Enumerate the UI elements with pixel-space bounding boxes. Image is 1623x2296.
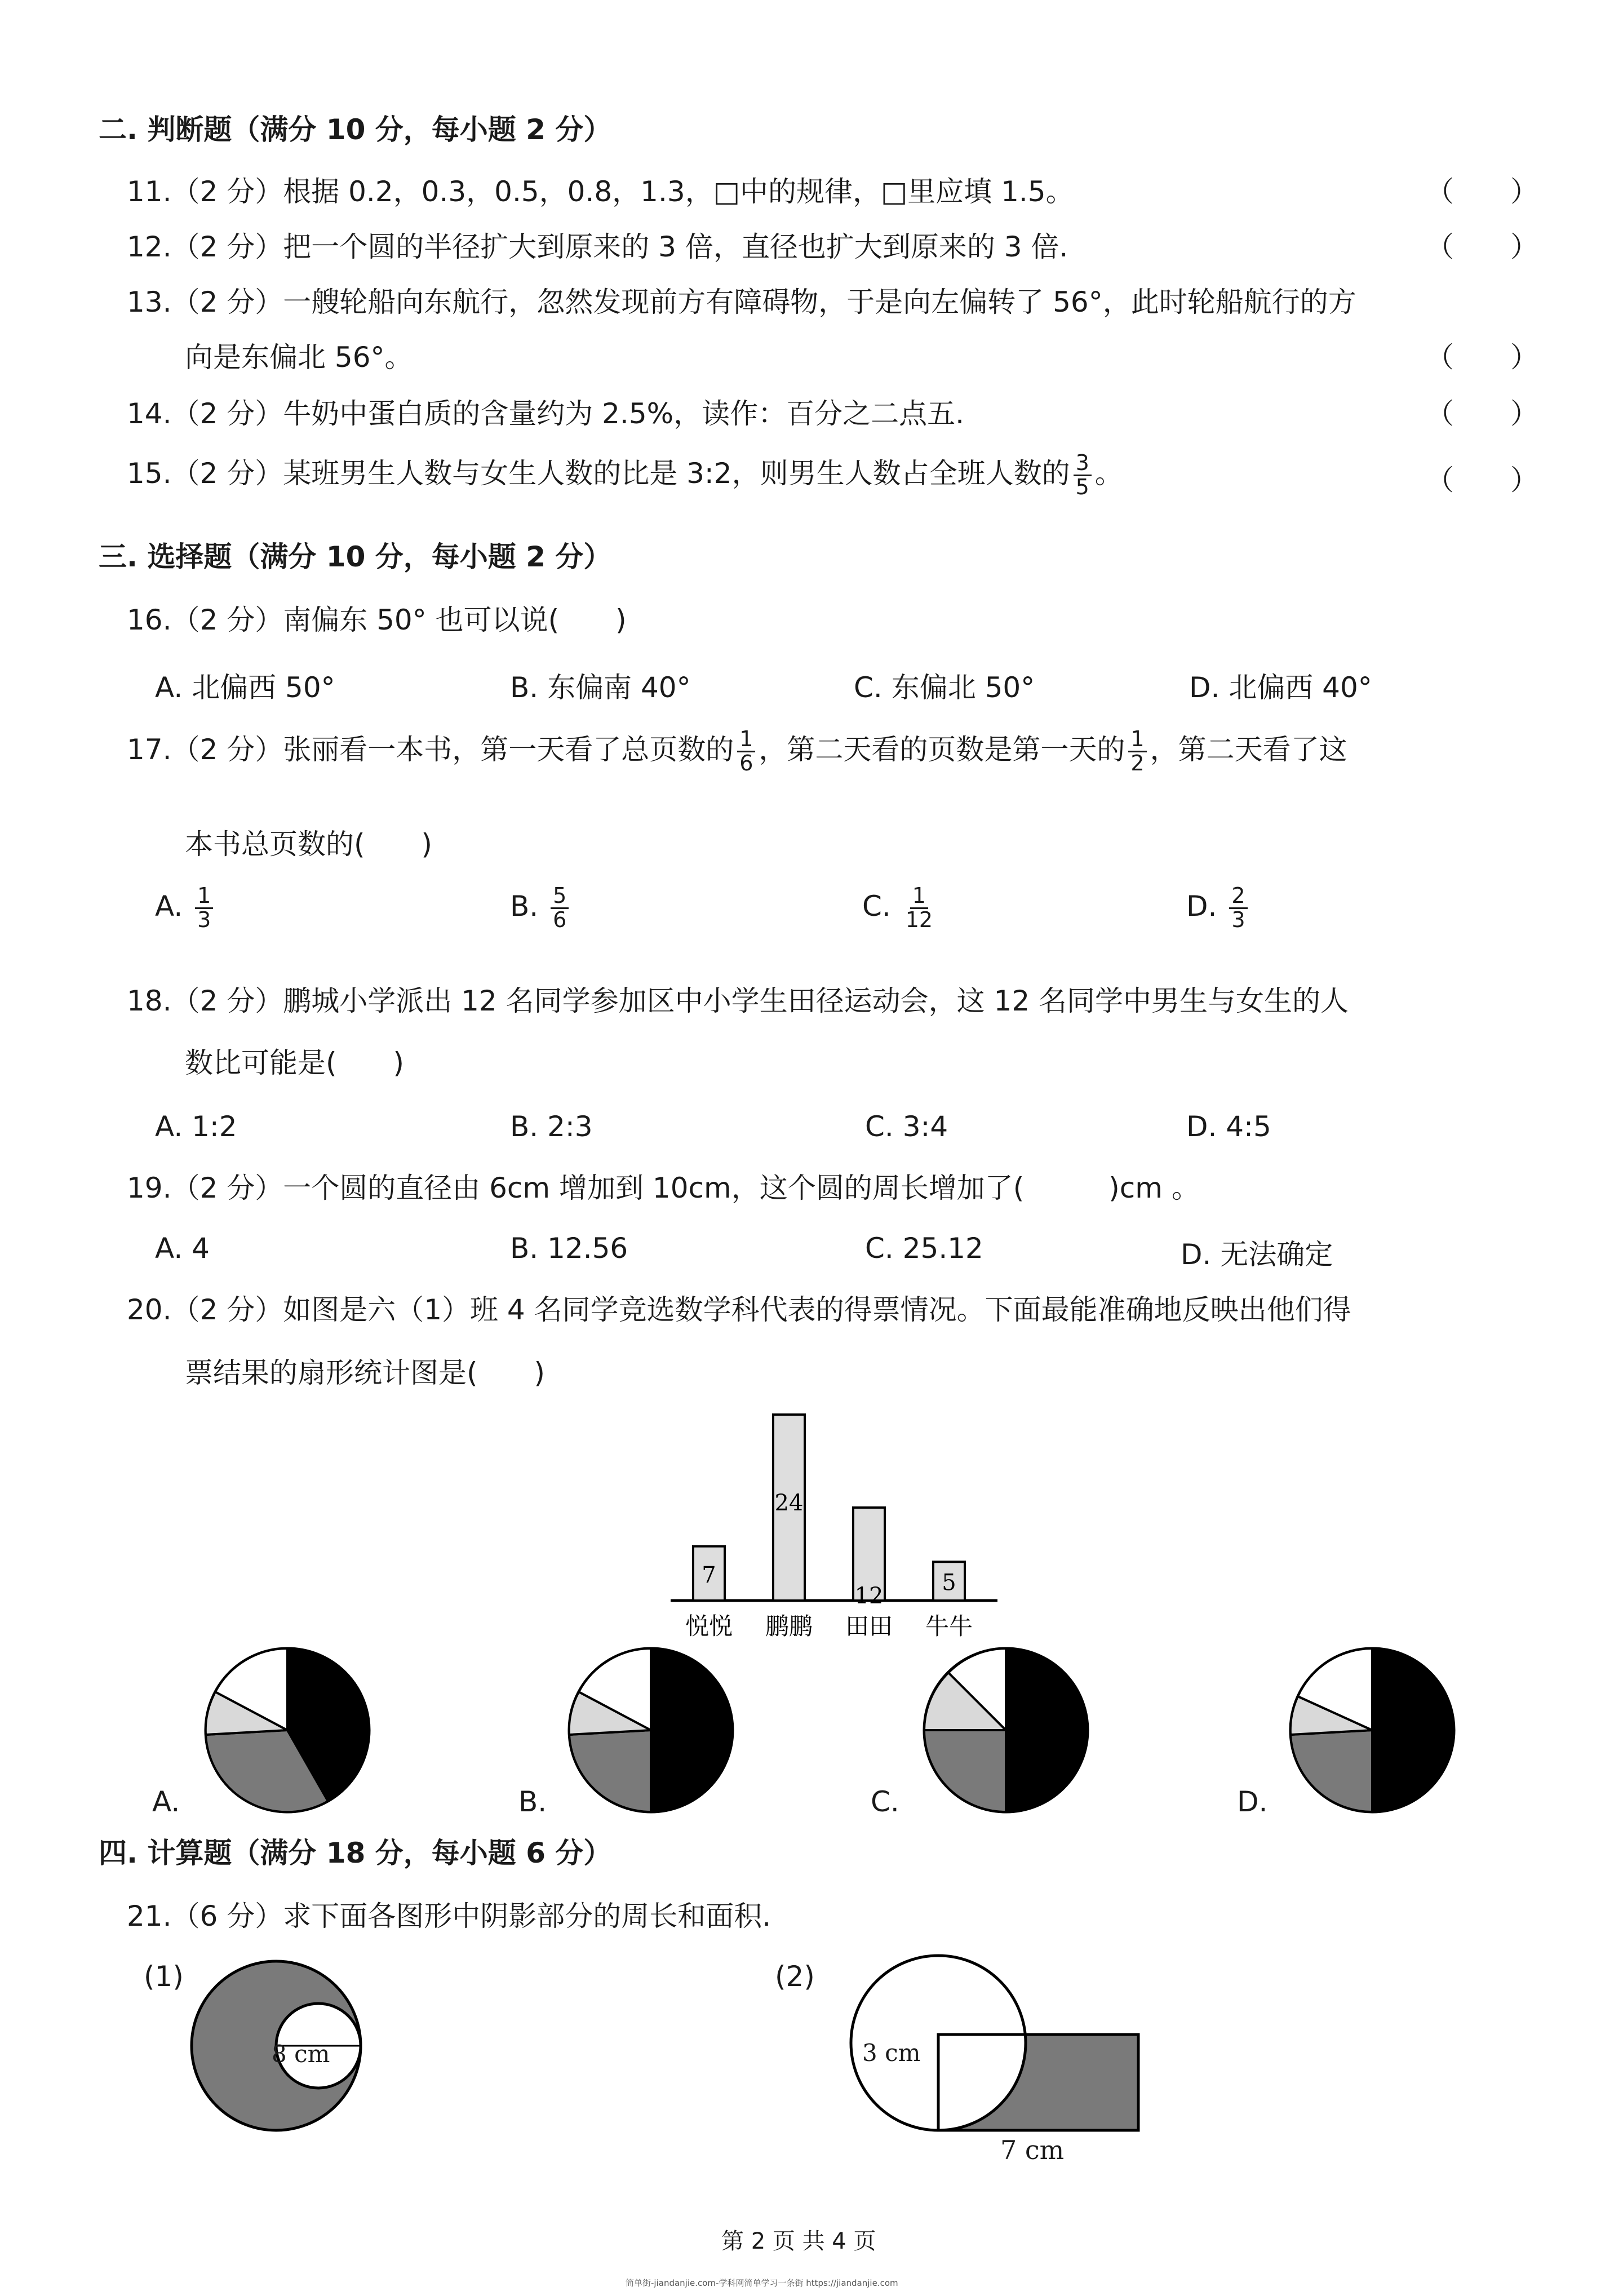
figure-1-dim: 8 cm [272, 2040, 330, 2068]
pie-chart-a [203, 1646, 372, 1815]
option-17-a[interactable]: A. $\frac{1}{3}$ [155, 885, 216, 932]
question-12: 12.（2 分）把一个圆的半径扩大到原来的 3 倍，直径也扩大到原来的 3 倍. [127, 231, 1068, 263]
fraction-1-2: $\frac{1}{2}$ [1128, 728, 1146, 775]
option-18-c[interactable]: C. 3:4 [865, 1110, 948, 1143]
answer-paren-11[interactable]: （ ） [1426, 175, 1538, 208]
question-14: 14.（2 分）牛奶中蛋白质的含量约为 2.5%，读作：百分之二点五. [127, 397, 965, 430]
pie-chart-b [566, 1646, 735, 1815]
question-18-line1: 18.（2 分）鹏城小学派出 12 名同学参加区中小学生田径运动会，这 12 名同学中男生与女生的人 [127, 985, 1349, 1017]
section-2-title: 二. 判断题（满分 10 分，每小题 2 分） [99, 113, 612, 146]
bar-value-label-1: 7 [702, 1562, 716, 1588]
watermark-text: 简单街-jiandanjie.com-学科网简单学习一条街 https://jiandanjie.com [626, 2278, 898, 2288]
option-17-c[interactable]: C. $\frac{1}{12}$ [862, 883, 933, 932]
option-18-d[interactable]: D. 4:5 [1186, 1110, 1271, 1143]
pie-c-slice-black [1006, 1648, 1088, 1812]
question-16: 16.（2 分）南偏东 50° 也可以说( ) [127, 604, 627, 636]
vote-bar-chart [665, 1409, 1003, 1657]
fraction-3-5: $\frac{3}{5}$ [1074, 452, 1092, 499]
pie-label-c[interactable]: C. [871, 1785, 899, 1818]
pie-chart-d [1288, 1646, 1457, 1815]
figure-2-label: (2) [775, 1960, 815, 1993]
question-21: 21.（6 分）求下面各图形中阴影部分的周长和面积. [127, 1900, 771, 1932]
pie-c-slice-dark [924, 1730, 1006, 1812]
pie-option-a[interactable] [203, 1646, 372, 1815]
answer-paren-14[interactable]: （ ） [1426, 397, 1538, 430]
pie-chart-c [921, 1646, 1090, 1815]
pie-label-a[interactable]: A. [152, 1785, 180, 1818]
option-17-d[interactable]: D. $\frac{2}{3}$ [1186, 885, 1251, 932]
bar-value-label-2: 24 [774, 1490, 804, 1516]
figure-2-dim-side: 3 cm [862, 2039, 921, 2067]
option-19-b[interactable]: B. 12.56 [510, 1232, 628, 1265]
question-17-line1: 17.（2 分）张丽看一本书，第一天看了总页数的 $\frac{1}{6}$ ，第二天看的页数是第一天的 $\frac{1}{2}$ ，第二天看了这 [127, 726, 1347, 775]
figure-2-dim-bottom: 7 cm [1000, 2135, 1065, 2165]
bar-value-label-3: 12 [854, 1583, 884, 1609]
pie-option-b[interactable] [566, 1646, 735, 1815]
option-16-d[interactable]: D. 北偏西 40° [1189, 671, 1372, 704]
option-18-b[interactable]: B. 2:3 [510, 1110, 593, 1143]
question-18-line2: 数比可能是( ) [185, 1047, 405, 1079]
bar-category-label-3: 田田 [845, 1612, 893, 1640]
pie-option-c[interactable] [921, 1646, 1090, 1815]
answer-paren-12[interactable]: （ ） [1426, 231, 1538, 263]
option-19-d[interactable]: D. 无法确定 [1181, 1238, 1333, 1271]
bar-category-label-2: 鹏鹏 [765, 1612, 813, 1640]
pie-b-slice-dark [569, 1730, 651, 1812]
option-16-b[interactable]: B. 东偏南 40° [510, 671, 691, 704]
section-3-title: 三. 选择题（满分 10 分，每小题 2 分） [99, 540, 612, 573]
answer-paren-15[interactable]: （ ） [1426, 464, 1538, 497]
pie-d-slice-black [1372, 1648, 1454, 1812]
option-16-a[interactable]: A. 北偏西 50° [155, 671, 335, 704]
pie-b-slice-black [651, 1648, 733, 1812]
bar-category-label-4: 牛牛 [925, 1612, 973, 1640]
option-16-c[interactable]: C. 东偏北 50° [854, 671, 1035, 704]
question-19: 19.（2 分）一个圆的直径由 6cm 增加到 10cm，这个圆的周长增加了( )cm 。 [127, 1172, 1200, 1204]
bar-category-label-1: 悦悦 [685, 1612, 733, 1640]
question-15: 15.（2 分）某班男生人数与女生人数的比是 3:2，则男生人数占全班人数的 $\frac{3}{5}$ 。 [127, 450, 1123, 499]
question-13-line2: 向是东偏北 56°。 [185, 341, 413, 374]
option-19-c[interactable]: C. 25.12 [865, 1232, 983, 1265]
pie-label-b[interactable]: B. [518, 1785, 547, 1818]
pie-label-d[interactable]: D. [1237, 1785, 1268, 1818]
figure-1-label: (1) [144, 1960, 184, 1993]
bar-value-label-4: 5 [942, 1570, 956, 1596]
fraction-1-6: $\frac{1}{6}$ [737, 728, 755, 775]
question-11: 11.（2 分）根据 0.2，0.3，0.5，0.8，1.3，□中的规律，□里应填 1.5。 [127, 175, 1074, 208]
option-18-a[interactable]: A. 1:2 [155, 1110, 237, 1143]
pie-d-slice-dark [1291, 1730, 1372, 1812]
question-20-line2: 票结果的扇形统计图是( ) [185, 1357, 546, 1389]
question-15-text: 15.（2 分）某班男生人数与女生人数的比是 3:2，则男生人数占全班人数的 [127, 457, 1070, 490]
question-13-line1: 13.（2 分）一艘轮船向东航行，忽然发现前方有障碍物，于是向左偏转了 56°，此时轮船航行的方 [127, 286, 1356, 318]
section-4-title: 四. 计算题（满分 18 分，每小题 6 分） [99, 1837, 612, 1869]
page-footer: 第 2 页 共 4 页 [721, 2228, 876, 2254]
pie-option-d[interactable] [1288, 1646, 1457, 1815]
option-17-b[interactable]: B. $\frac{5}{6}$ [510, 885, 572, 932]
bar-chart-svg [665, 1409, 1003, 1657]
option-19-a[interactable]: A. 4 [155, 1232, 210, 1265]
question-20-line1: 20.（2 分）如图是六（1）班 4 名同学竞选数学科代表的得票情况。下面最能准确地反映出他们得 [127, 1293, 1351, 1326]
answer-paren-13[interactable]: （ ） [1426, 341, 1538, 374]
question-17-line2: 本书总页数的( ) [185, 828, 433, 861]
